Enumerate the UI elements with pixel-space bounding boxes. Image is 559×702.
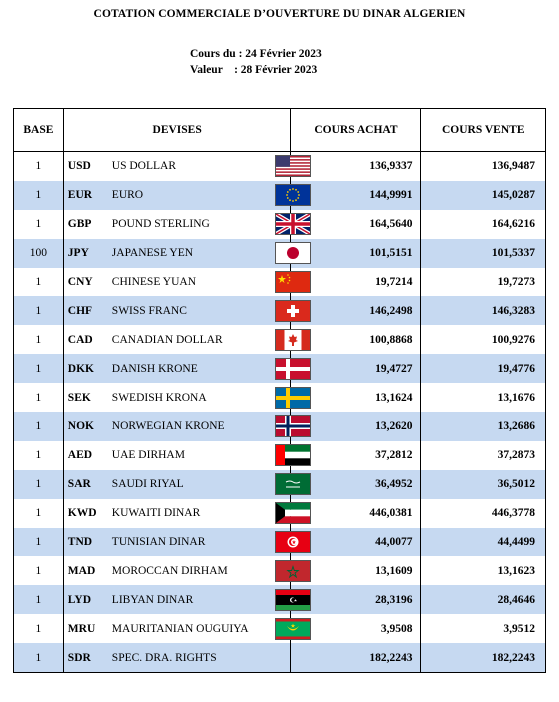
table-row <box>14 556 546 585</box>
header-cours-achat: COURS ACHAT <box>291 109 421 152</box>
currency-code: CHF <box>67 304 93 317</box>
cours-achat-cell: 136,9337 <box>291 152 421 181</box>
cours-vente-cell: 36,5012 <box>421 470 546 499</box>
table-row <box>14 210 546 239</box>
cours-achat-cell: 44,0077 <box>291 528 421 557</box>
table-row <box>14 268 546 297</box>
cours-achat-cell: 13,1624 <box>291 383 421 412</box>
currency-name: KUWAITI DINAR <box>111 507 201 520</box>
denmark-flag-icon <box>275 358 311 380</box>
us-flag-icon <box>275 155 311 177</box>
swiss-flag-icon <box>275 300 311 322</box>
devise-cell <box>63 239 291 268</box>
cours-vente-cell: 100,9276 <box>421 325 546 354</box>
saudi-flag-icon <box>275 473 311 495</box>
header-base: BASE <box>14 109 64 152</box>
devise-cell <box>63 383 291 412</box>
cours-achat-cell: 3,9508 <box>291 614 421 643</box>
base-cell: 1 <box>14 441 64 470</box>
japan-flag-icon <box>275 242 311 264</box>
base-cell: 1 <box>14 268 64 297</box>
currency-name: EURO <box>111 189 144 202</box>
devise-cell <box>63 354 291 383</box>
table-row <box>14 499 546 528</box>
devise-cell <box>63 470 291 499</box>
cours-achat-cell: 36,4952 <box>291 470 421 499</box>
currency-code: USD <box>67 160 91 173</box>
currency-code: GBP <box>67 218 92 231</box>
cours-vente-cell: 19,7273 <box>421 268 546 297</box>
table-row <box>14 296 546 325</box>
currency-name: TUNISIAN DINAR <box>111 536 206 549</box>
morocco-flag-icon <box>275 560 311 582</box>
devise-cell <box>63 614 291 643</box>
cours-achat-cell: 19,7214 <box>291 268 421 297</box>
devise-cell <box>63 325 291 354</box>
table-row <box>14 643 546 672</box>
cours-vente-cell: 146,3283 <box>421 296 546 325</box>
base-cell: 1 <box>14 354 64 383</box>
currency-name: US DOLLAR <box>111 160 177 173</box>
cours-achat-cell: 146,2498 <box>291 296 421 325</box>
table-body <box>14 152 546 673</box>
currency-code: KWD <box>67 507 97 520</box>
sweden-flag-icon <box>275 387 311 409</box>
currency-name: SWISS FRANC <box>111 304 187 317</box>
cours-vente-cell: 446,3778 <box>421 499 546 528</box>
norway-flag-icon <box>275 415 311 437</box>
cours-vente-cell: 3,9512 <box>421 614 546 643</box>
currency-code: DKK <box>67 362 94 375</box>
cours-vente-cell: 13,1623 <box>421 556 546 585</box>
base-cell: 1 <box>14 210 64 239</box>
currency-name: POUND STERLING <box>111 218 210 231</box>
currency-name: SWEDISH KRONA <box>111 391 207 404</box>
currency-name: CHINESE YUAN <box>111 276 197 288</box>
base-cell: 1 <box>14 585 64 614</box>
cours-achat-cell: 101,5151 <box>291 239 421 268</box>
currency-code: AED <box>67 449 93 462</box>
table-row <box>14 239 546 268</box>
cours-achat-cell: 19,4727 <box>291 354 421 383</box>
base-cell: 100 <box>14 239 64 268</box>
cours-achat-cell: 13,1609 <box>291 556 421 585</box>
devise-cell <box>63 585 291 614</box>
table-row <box>14 325 546 354</box>
cours-vente-cell: 28,4646 <box>421 585 546 614</box>
cours-achat-cell: 182,2243 <box>291 643 421 672</box>
cours-achat-cell: 100,8868 <box>291 325 421 354</box>
currency-name: SPEC. DRA. RIGHTS <box>111 651 217 664</box>
table-row <box>14 614 546 643</box>
tunisia-flag-icon <box>275 531 311 553</box>
base-cell: 1 <box>14 412 64 441</box>
cours-vente-cell: 13,1676 <box>421 383 546 412</box>
cours-achat-cell: 446,0381 <box>291 499 421 528</box>
table-row <box>14 152 546 181</box>
cours-du-value: 24 Février 2023 <box>245 48 322 60</box>
currency-code: NOK <box>67 420 94 433</box>
cours-vente-cell: 44,4499 <box>421 528 546 557</box>
devise-cell <box>63 441 291 470</box>
currency-name: LIBYAN DINAR <box>111 593 194 606</box>
base-cell: 1 <box>14 325 64 354</box>
cours-achat-cell: 164,5640 <box>291 210 421 239</box>
base-cell: 1 <box>14 152 64 181</box>
valeur-line <box>190 64 317 76</box>
currency-code: MRU <box>67 622 96 635</box>
table-row <box>14 383 546 412</box>
libya-flag-icon <box>275 589 311 611</box>
devise-cell <box>63 268 291 297</box>
cours-achat-cell: 28,3196 <box>291 585 421 614</box>
currency-name: DANISH KRONE <box>111 362 198 375</box>
cours-vente-cell: 37,2873 <box>421 441 546 470</box>
cours-achat-cell: 37,2812 <box>291 441 421 470</box>
uae-flag-icon <box>275 444 311 466</box>
currency-name: SAUDI RIYAL <box>111 478 184 491</box>
page-title: COTATION COMMERCIALE D’OUVERTURE DU DINAR ALGERIEN <box>93 8 466 20</box>
currency-code: MAD <box>67 564 96 577</box>
devise-cell <box>63 528 291 557</box>
uk-flag-icon <box>275 213 311 235</box>
devise-cell <box>63 296 291 325</box>
devise-cell <box>63 556 291 585</box>
devise-cell <box>63 499 291 528</box>
currency-code: LYD <box>67 593 92 606</box>
base-cell: 1 <box>14 528 64 557</box>
devise-cell <box>63 152 291 181</box>
base-cell: 1 <box>14 614 64 643</box>
currency-name: NORWEGIAN KRONE <box>111 420 225 433</box>
base-cell: 1 <box>14 296 64 325</box>
currency-code: SAR <box>67 478 91 491</box>
currency-code: CAD <box>67 333 93 346</box>
currency-code: SEK <box>67 391 91 404</box>
base-cell: 1 <box>14 556 64 585</box>
currency-name: MAURITANIAN OUGUIYA <box>111 622 249 635</box>
exchange-rate-table <box>13 108 546 673</box>
valeur-value: 28 Février 2023 <box>240 64 318 76</box>
currency-code: JPY <box>67 247 89 260</box>
devise-cell <box>63 210 291 239</box>
header-devises: DEVISES <box>63 109 291 152</box>
currency-name: CANADIAN DOLLAR <box>111 333 223 346</box>
currency-code: EUR <box>67 189 93 202</box>
table-row <box>14 354 546 383</box>
eu-flag-icon <box>275 184 311 206</box>
table-row <box>14 441 546 470</box>
valeur-label: Valeur : <box>190 64 238 76</box>
cours-vente-cell: 101,5337 <box>421 239 546 268</box>
table-row <box>14 412 546 441</box>
mauritania-flag-icon <box>275 618 311 640</box>
currency-code: SDR <box>67 651 91 664</box>
cours-vente-cell: 164,6216 <box>421 210 546 239</box>
base-cell: 1 <box>14 383 64 412</box>
cours-achat-cell: 144,9991 <box>291 181 421 210</box>
cours-vente-cell: 13,2686 <box>421 412 546 441</box>
cours-vente-cell: 145,0287 <box>421 181 546 210</box>
cours-du-label: Cours du : <box>190 48 243 60</box>
china-flag-icon <box>275 271 311 293</box>
devise-cell <box>63 181 291 210</box>
table-row <box>14 528 546 557</box>
cours-du-line <box>190 48 322 60</box>
base-cell: 1 <box>14 499 64 528</box>
cours-vente-cell: 19,4776 <box>421 354 546 383</box>
cours-vente-cell: 182,2243 <box>421 643 546 672</box>
base-cell: 1 <box>14 181 64 210</box>
table-row <box>14 470 546 499</box>
currency-code: TND <box>67 536 93 549</box>
cours-achat-cell: 13,2620 <box>291 412 421 441</box>
devise-cell <box>63 412 291 441</box>
cours-vente-cell: 136,9487 <box>421 152 546 181</box>
base-cell: 1 <box>14 470 64 499</box>
currency-code: CNY <box>67 276 93 288</box>
table-header-row <box>14 109 546 152</box>
currency-name: UAE DIRHAM <box>111 449 185 462</box>
currency-name: MOROCCAN DIRHAM <box>111 564 228 577</box>
header-cours-vente: COURS VENTE <box>421 109 546 152</box>
table-row <box>14 181 546 210</box>
base-cell: 1 <box>14 643 64 672</box>
kuwait-flag-icon <box>275 502 311 524</box>
table-row <box>14 585 546 614</box>
currency-name: JAPANESE YEN <box>111 247 194 260</box>
devise-cell <box>63 643 291 672</box>
canada-flag-icon <box>275 329 311 351</box>
